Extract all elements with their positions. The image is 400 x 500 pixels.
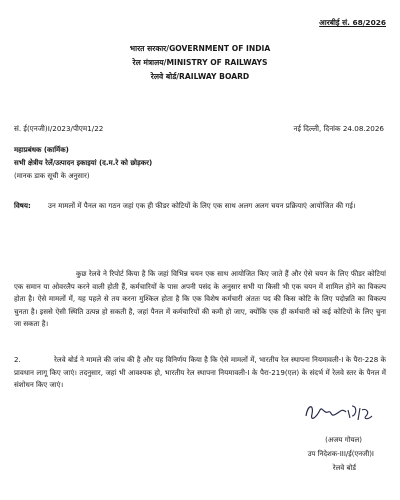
signatory-office: रेलवे बोर्ड — [332, 464, 356, 472]
subject-block — [14, 199, 386, 212]
issue-date: नई दिल्ली, दिनांक 24.08.2026 — [293, 124, 384, 133]
board-heading: रेलवे बोर्ड/RAILWAY BOARD — [150, 72, 250, 81]
file-reference: सं. ई(एनजी)I/2023/पीएम1/22 — [14, 124, 104, 133]
document-number: आरबीई सं. 68/2026 — [319, 18, 386, 27]
addressee-line-2: सभी क्षेत्रीय रेलें/उत्पादन इकाइयां (द.म.रे को छोड़कर) — [14, 159, 153, 167]
signatory-name: (अजय गोयल) — [325, 436, 362, 444]
ministry-heading: रेल मंत्रालय/MINISTRY OF RAILWAYS — [132, 58, 268, 67]
subject-label: विषय: — [14, 201, 31, 210]
handwritten-signature — [300, 398, 378, 428]
paragraph-1 — [14, 268, 386, 331]
govt-heading: भारत सरकार/GOVERNMENT OF INDIA — [129, 44, 271, 53]
subject-text: उन मामलों में पैनल का गठन जहां एक ही फीडर कोटियों के लिए एक साथ अलग अलग चयन प्रक्रियाएं आयोजित की गई। — [48, 201, 356, 210]
paragraph-2-number: 2. — [14, 355, 21, 364]
paragraph-2 — [14, 354, 386, 392]
addressee-line-1: महाप्रबंधक (कार्मिक) — [14, 146, 69, 154]
signatory-designation: उप निदेशक-III/ई(एनजी)I — [307, 450, 374, 458]
paragraph-1-text: कुछ रेलवे ने रिपोर्ट किया है कि जहां विभिन्न चयन एक साथ आयोजित किए जाते हैं और ऐसे चयन के लिए फीडर कोटियां एक समान या ओवरलैप करने वाली होती हैं, कर्मचारियों के पास अपनी पसंद के अनुसार सभी या किसी भी एक चयन में शामिल होने का विकल्प होता है। ऐसे मामलों में, यह पहले से तय करना मुश्किल होता है कि एक विशेष कर्मचारी अंततः पद की किस कोटि के लिए पदोन्नति का विकल्प चुनता है। इससे ऐसी स्थिति उत्पन्न हो सकती है, जहां पैनल में कर्मचारियों की कमी हो जाए, क्योंकि एक ही कर्मचारी को कई कोटियों के लिए चुना जा सकता है। — [14, 269, 386, 329]
addressee-line-3: (मानक डाक सूची के अनुसार) — [14, 172, 90, 180]
paragraph-2-text: रेलवे बोर्ड ने मामले की जांच की है और यह विनिर्णय किया है कि ऐसे मामलों में, भारतीय रेल स्थापना नियमावली-I के पैरा-228 के प्रावधान लागू किए जाएं। तदनुसार, जहां भी आवश्यक हो, भारतीय रेल स्थापना नियमावली-I के पैरा-219(एल) के संदर्भ में रेलवे स्तर के पैनल में संशोधन किए जाएं। — [14, 355, 386, 390]
